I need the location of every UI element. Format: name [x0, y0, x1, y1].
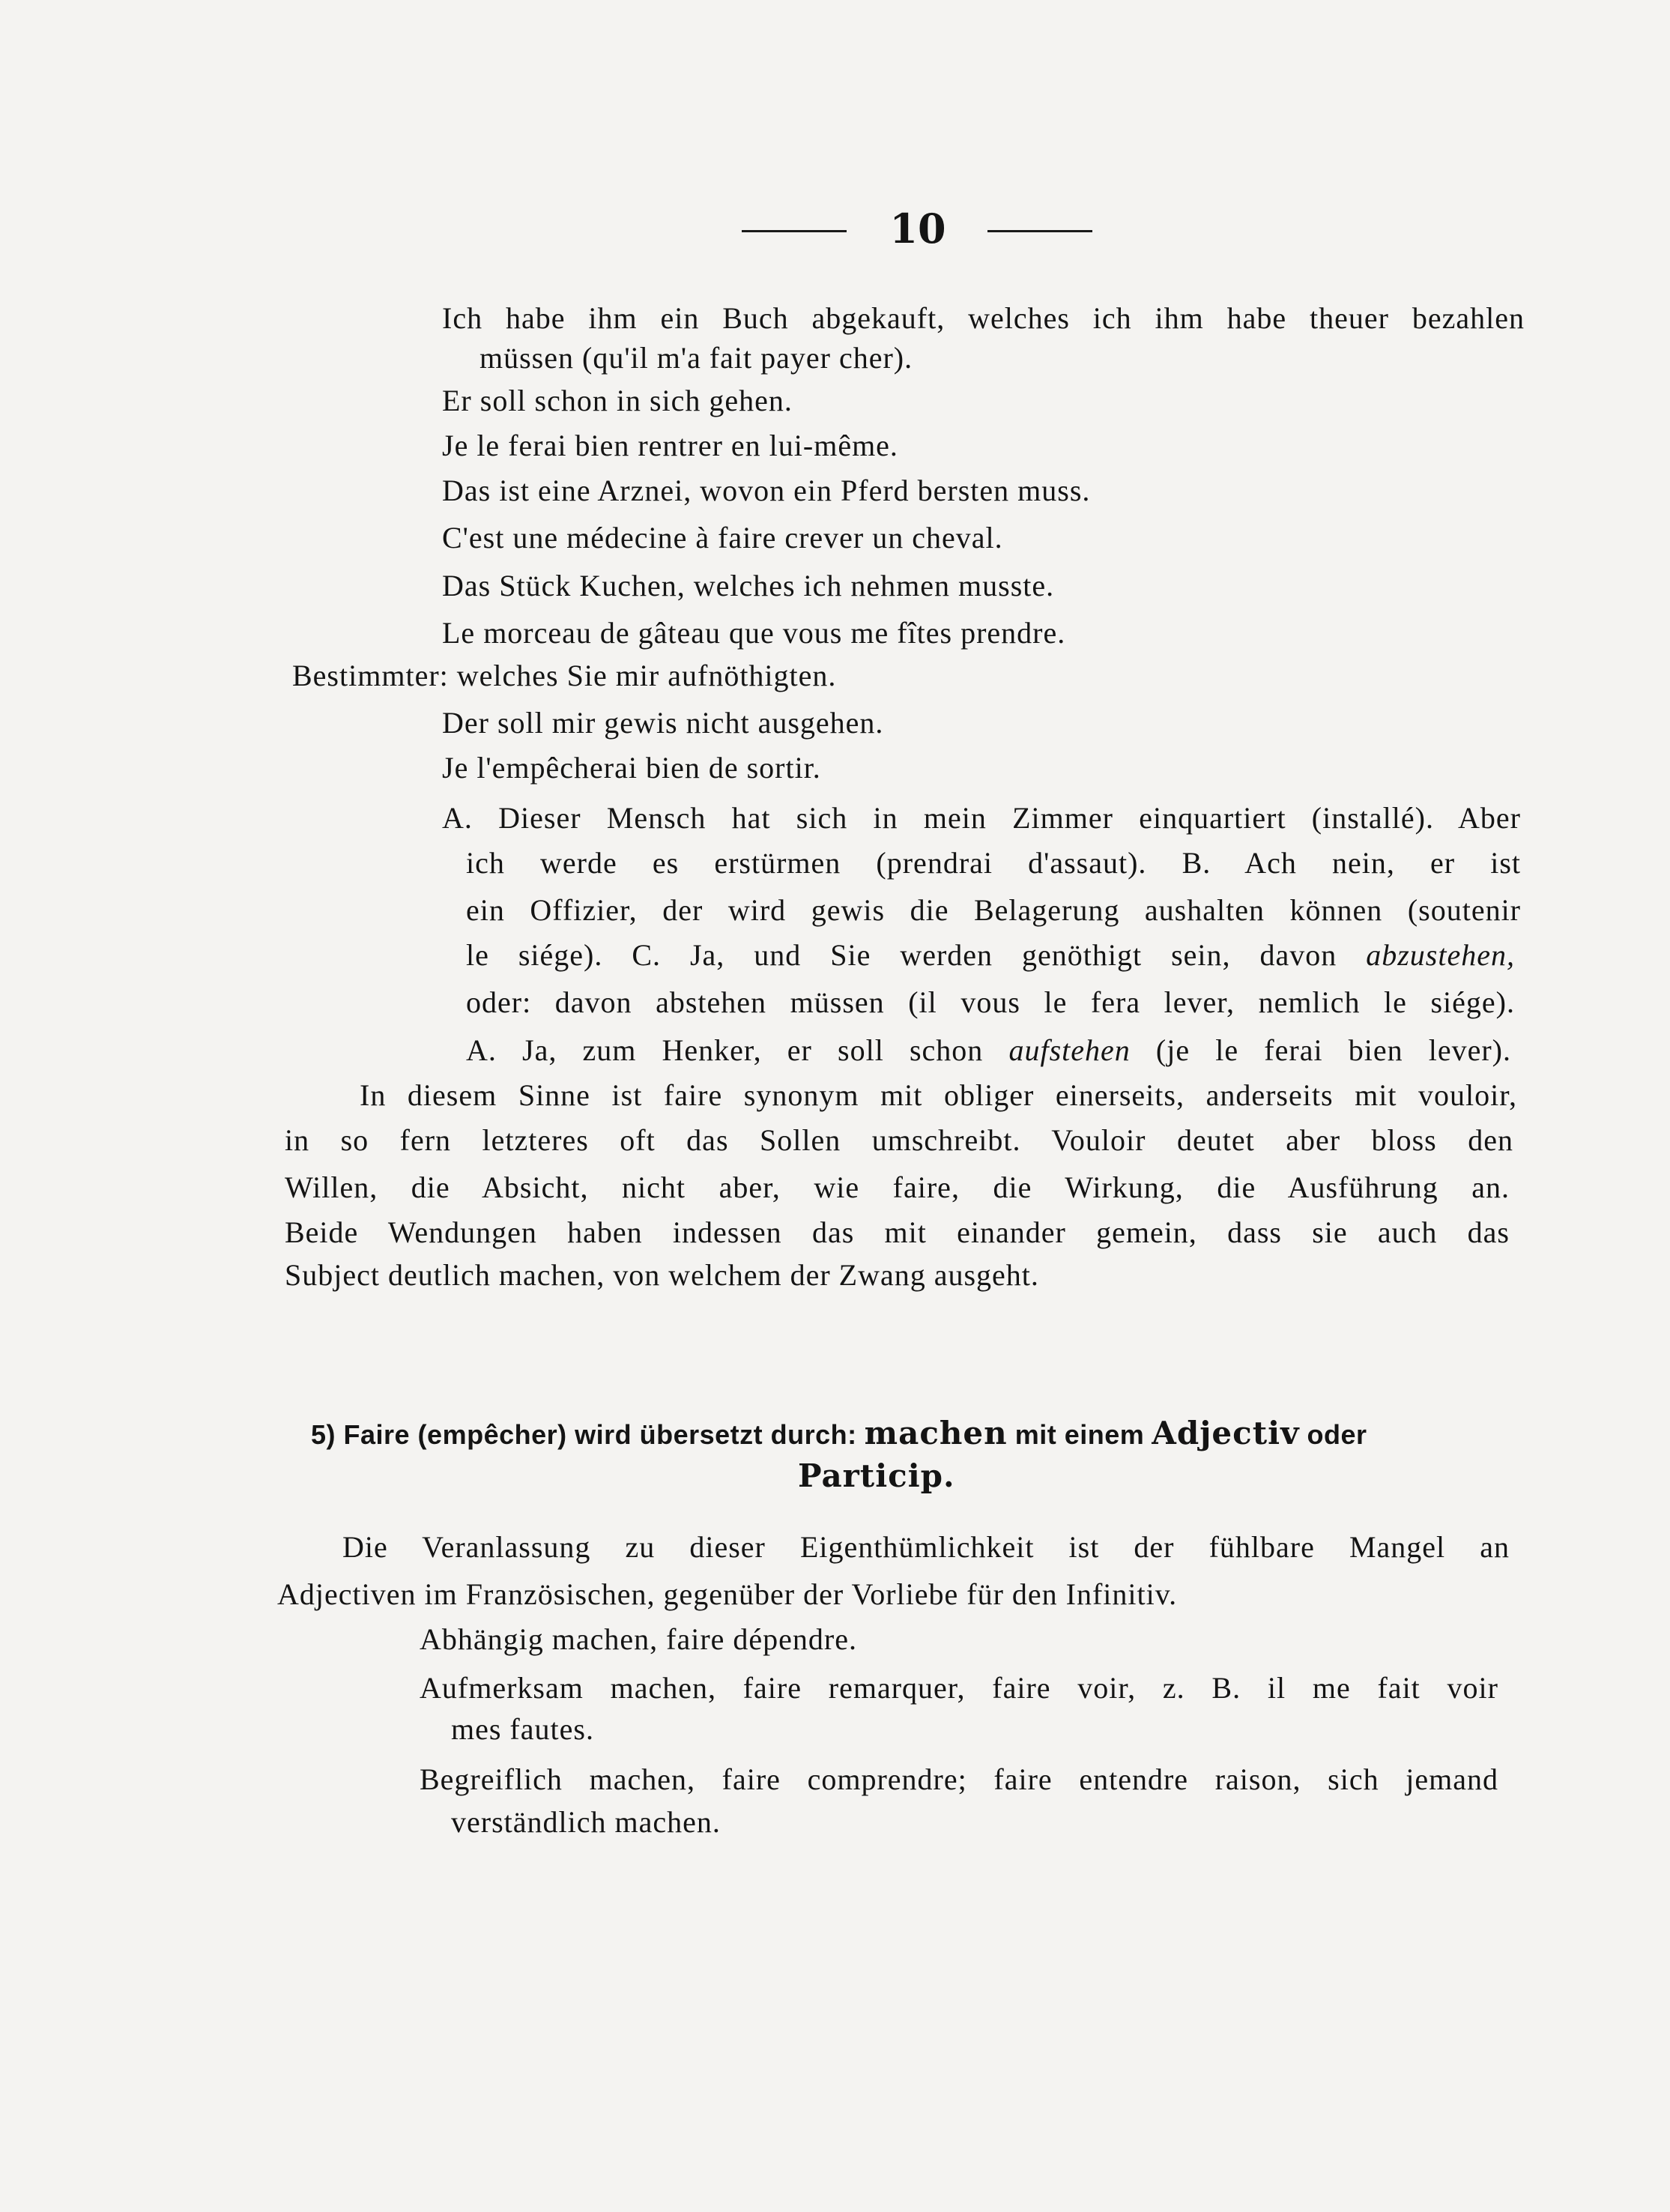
section-heading-keyword: Particip.: [798, 1457, 955, 1494]
text-run: (je le ferai bien lever).: [1130, 1033, 1512, 1067]
section-heading-text: mit einem: [1014, 1419, 1145, 1450]
section-heading-text: oder: [1307, 1419, 1367, 1450]
text-line: Bestimmter: welches Sie mir aufnöthigten.: [292, 659, 837, 692]
text-line: ein Offizier, der wird gewis die Belagerung aushalten können (soutenir: [466, 893, 1521, 927]
page-header: [0, 206, 1670, 251]
text-line: Willen, die Absicht, nicht aber, wie faire, die Wirkung, die Ausführung an.: [285, 1170, 1510, 1204]
text-line: Ich habe ihm ein Buch abgekauft, welches ich ihm habe theuer bezahlen: [442, 301, 1525, 335]
text-line: [466, 937, 1515, 974]
text-line: oder: davon abstehen müssen (il vous le fera lever, nemlich le siége).: [466, 985, 1515, 1019]
section-heading: [311, 1415, 1367, 1454]
emphasis-word: abzustehen,: [1366, 938, 1515, 972]
section-heading-keyword: machen: [864, 1415, 1008, 1451]
text-line: Die Veranlassung zu dieser Eigenthümlichkeit ist der fühlbare Mangel an: [342, 1530, 1510, 1564]
text-line: Aufmerksam machen, faire remarquer, faire voir, z. B. il me fait voir: [420, 1671, 1498, 1705]
header-rule-right: [987, 230, 1092, 232]
header-rule-left: [742, 230, 847, 232]
text-run: le siége). C. Ja, und Sie werden genöthigt sein, davon: [466, 938, 1367, 972]
text-line: Adjectiven im Französischen, gegenüber der Vorliebe für den Infinitiv.: [277, 1577, 1178, 1611]
text-line: verständlich machen.: [451, 1805, 721, 1839]
text-line: in so fern letzteres oft das Sollen umschreibt. Vouloir deutet aber bloss den: [285, 1123, 1513, 1157]
text-line: Le morceau de gâteau que vous me fîtes prendre.: [442, 616, 1066, 650]
section-heading-keyword: Adjectiv: [1152, 1415, 1300, 1451]
text-line: Je l'empêcherai bien de sortir.: [442, 751, 821, 785]
text-line: Begreiflich machen, faire comprendre; faire entendre raison, sich jemand: [420, 1762, 1498, 1796]
text-line: Je le ferai bien rentrer en lui-même.: [442, 429, 898, 462]
text-line: ich werde es erstürmen (prendrai d'assaut). B. Ach nein, er ist: [466, 846, 1521, 880]
text-line: Das ist eine Arznei, wovon ein Pferd bersten muss.: [442, 474, 1091, 507]
text-line: A. Dieser Mensch hat sich in mein Zimmer einquartiert (installé). Aber: [442, 801, 1521, 835]
text-run: A. Ja, zum Henker, er soll schon: [466, 1033, 1009, 1067]
text-line: Beide Wendungen haben indessen das mit einander gemein, dass sie auch das: [285, 1215, 1510, 1249]
section-heading-continuation: [798, 1457, 955, 1496]
text-line: Das Stück Kuchen, welches ich nehmen musste.: [442, 569, 1055, 602]
text-line: Abhängig machen, faire dépendre.: [420, 1622, 857, 1656]
text-line: C'est une médecine à faire crever un cheval.: [442, 521, 1003, 554]
text-line: Subject deutlich machen, von welchem der Zwang ausgeht.: [285, 1258, 1039, 1292]
emphasis-word: aufstehen: [1008, 1033, 1131, 1067]
text-line: müssen (qu'il m'a fait payer cher).: [479, 341, 913, 375]
text-line: [466, 1032, 1511, 1069]
text-line: In diesem Sinne ist faire synonym mit obliger einerseits, anderseits mit vouloir,: [360, 1078, 1517, 1112]
section-heading-prefix: 5) Faire (empêcher) wird übersetzt durch:: [311, 1419, 857, 1450]
text-line: Der soll mir gewis nicht ausgehen.: [442, 706, 884, 740]
text-line: Er soll schon in sich gehen.: [442, 384, 793, 417]
text-line: mes fautes.: [451, 1712, 594, 1746]
page-number: 10: [889, 205, 946, 253]
